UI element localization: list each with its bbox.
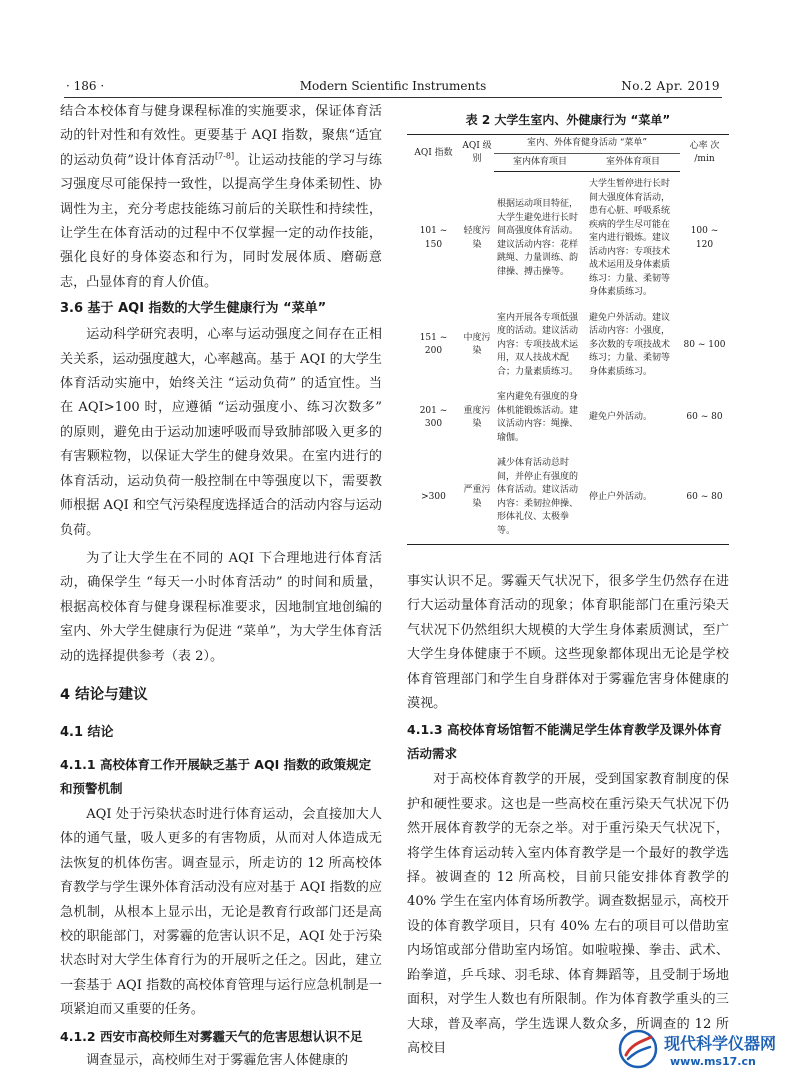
paragraph-text: 结合本校体育与健身课程标准的实施要求，保证体育活动的针对性和有效性。更要基于 AQI 指数，聚焦“适宜的运动负荷”设计体育活动 [60, 104, 382, 168]
cell-heart-rate: 100 ~ 120 [690, 226, 719, 250]
cell-level: 重度污染 [463, 405, 491, 429]
column-header-level: AQI 级别 [460, 135, 494, 172]
watermark-title: 现代科学仪器网 [664, 1034, 777, 1053]
cell-indoor: 室内开展各专项低强度的活动。建议活动内容：专项技战术运用，双人技战术配合；力量素质练习。 [497, 312, 579, 377]
table-row [407, 451, 729, 545]
table-caption: 表 2 大学生室内、外健康行为 “菜单” [465, 113, 671, 127]
column-header-aqi: AQI 指数 [407, 135, 460, 172]
table-row [407, 306, 729, 386]
column-header-outdoor: 室外体育项目 [586, 153, 680, 172]
paragraph [60, 100, 382, 295]
column-header-indoor: 室内体育项目 [494, 153, 586, 172]
paragraph: 调查显示，高校师生对于雾霾危害人体健康的 [86, 1052, 349, 1068]
cell-aqi: >300 [407, 451, 460, 545]
paragraph: 为了让大学生在不同的 AQI 下合理地进行体育活动，确保学生 “每天一小时体育活动” 的时间和质量，根据高校体育与健身课程标准要求，因地制宜地创编的室内、外大学生健康行为促进 “菜单”，为大学生体育活动的选择提供参考（表 2）。 [60, 550, 382, 664]
cell-indoor: 根据运动项目特征，大学生避免进行长时间高强度体育活动。建议活动内容：花样跳绳、力量训练、韵律操、搏击操等。 [497, 199, 579, 277]
section-heading-4: 4 结论与建议 [60, 686, 148, 703]
section-heading-4-1-3: 4.1.3 高校体育场馆暂不能满足学生体育教学及课外体育活动需求 [407, 722, 722, 762]
issue-info: No.2 Apr. 2019 [621, 79, 720, 93]
paragraph-text: 。让运动技能的学习与练习强度尽可能保持一致性，以提高学生身体柔韧性、协调性为主，充分考虑技能练习前后的关联性和持续性，让学生在体育活动的过程中不仅掌握一定的动作技能，强化良好的身体姿态和行为，同时发展体质、磨砺意志，凸显体育的育人价值。 [60, 152, 383, 290]
paragraph: 对于高校体育教学的开展，受到国家教育制度的保护和硬性要求。这也是一些高校在重污染天气状况下仍然开展体育教学的无奈之举。对于重污染天气状况下，将学生体育运动转入室内体育教学是一个最好的教学选择。被调查的 12 所高校，目前只能安排体育教学的 40% 学生在室内体育场所教学。调查数据显示，高校开设的体育教学项目，只有 40% 左右的项目可以借助室内场馆或部分借助室内场馆。如啦啦操、拳击、武术、跆拳道，乒乓球、羽毛球、体育舞蹈等，且受制于场地面积，对学生人数也有所限制。作为体育教学重头的三大球，普及率高，学生选课人数众多，所调查的 12 所高校目 [407, 772, 729, 1056]
journal-name: Modern Scientific Instruments [299, 79, 487, 93]
cell-heart-rate: 80 ~ 100 [683, 339, 726, 350]
paragraph: AQI 处于污染状态时进行体育运动，会直接加大人体的通气量，吸人更多的有害物质，从而对人体造成无法恢复的机体伤害。调查显示，所走访的 12 所高校体育教学与学生课外体育活动没有应对基于 AQI 指数的应急机制，从根本上显示出，无论是教育行政部门还是高校的职能部门，对雾霾的危害认识不足，AQI 处于污染状态时对大学生体育行为的开展听之任之。因此，建立一套基于 AQI 指数的高校体育管理与运行应急机制是一项紧迫而又重要的任务。 [60, 806, 382, 1018]
cell-outdoor: 停止户外活动。 [586, 451, 680, 545]
column-header-heart-rate: 心率 次 /min [680, 135, 729, 172]
section-heading-3-6: 3.6 基于 AQI 指数的大学生健康行为 “菜单” [60, 301, 327, 317]
column-header-group: 室内、外体育健身活动 “菜单” [494, 135, 680, 154]
cell-aqi: 151 ~ 200 [419, 332, 448, 357]
cell-outdoor: 大学生暂停进行长时间大强度体育活动，患有心脏、呼吸系统疾病的学生尽可能在室内进行锻炼。建议活动内容：专项技术战术运用及身体素质练习：力量、柔韧等身体素质练习。 [589, 179, 671, 297]
cell-outdoor: 避免户外活动。 [589, 412, 653, 423]
section-heading-4-1: 4.1 结论 [60, 724, 114, 740]
table-row [407, 172, 729, 306]
paragraph: 事实认识不足。雾霾天气状况下，很多学生仍然存在进行大运动量体育活动的现象；体育职能部门在重污染天气状况下仍然组织大规模的大学生身体素质测试，至广大学生身体健康于不顾。这些现象都体现出无论是学校体育管理部门和学生自身群体对于雾霾危害身体健康的漠视。 [407, 574, 729, 712]
section-heading-4-1-1: 4.1.1 高校体育工作开展缺乏基于 AQI 指数的政策规定和预警机制 [60, 756, 372, 796]
cell-indoor: 减少体育活动总时间，并停止有强度的体育活动。建议活动内容：柔韧拉伸操、形体礼仪、太极拳等。 [494, 451, 586, 545]
citation: [7-8] [214, 151, 235, 161]
cell-aqi: 201 ~ 300 [419, 405, 448, 429]
watermark-url: www.ms17.cn [670, 1055, 756, 1068]
running-header [64, 76, 722, 98]
right-column [407, 570, 729, 1061]
page-number: · 186 · [66, 79, 105, 93]
table-row [407, 385, 729, 451]
cell-level: 严重污染 [460, 451, 494, 545]
section-heading-4-1-2: 4.1.2 西安市高校师生对雾霾天气的危害思想认识不足 [60, 1028, 363, 1044]
paragraph: 运动科学研究表明，心率与运动强度之间存在正相关关系，运动强度越大，心率越高。基于 AQI 的大学生体育活动实施中，始终关注 “运动负荷” 的适宜性。当在 AQI>100 时，应遵循 “运动强度小、练习次数多” 的原则，避免由于运动加速呼吸而导致肺部吸入更多的有害颗粒物，以保证大学生的健身效果。在室内进行的体育活动，运动负荷一般控制在中等强度以下，需要教师根据 AQI 和空气污染程度选择适合的活动内容与运动负荷。 [60, 327, 382, 538]
left-column [60, 100, 382, 1073]
cell-heart-rate: 60 ~ 80 [686, 412, 723, 423]
cell-aqi: 101 ~ 150 [419, 226, 448, 250]
site-watermark [618, 1027, 793, 1079]
cell-outdoor: 避免户外活动。建议活动内容：小强度，多次数的专项技战术练习；力量、柔韧等身体素质练习。 [589, 312, 671, 377]
cell-level: 中度污染 [463, 332, 491, 357]
health-behavior-menu-table [407, 134, 729, 545]
cell-indoor: 室内避免有强度的身体机能锻炼活动。建议活动内容：绳操、瑜伽。 [497, 392, 579, 443]
watermark-logo-icon [618, 1029, 658, 1069]
cell-level: 轻度污染 [463, 226, 491, 250]
cell-heart-rate: 60 ~ 80 [680, 451, 729, 545]
